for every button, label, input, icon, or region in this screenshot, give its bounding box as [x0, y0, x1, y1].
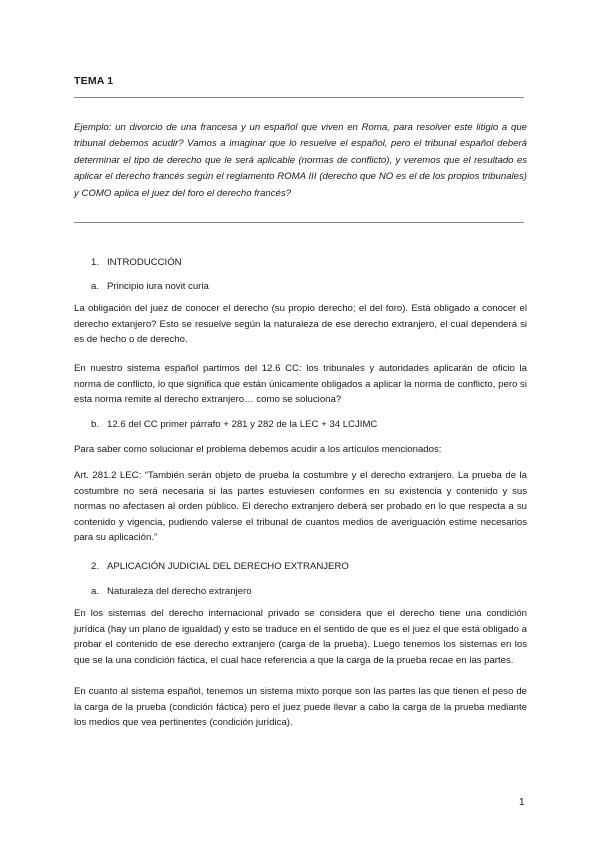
paragraph: En nuestro sistema español partimos del 12.6 CC: los tribunales y autoridades aplicarán de oficio la norma de conflicto, lo que significa que están únicamente obligados a aplicar la norma de conflicto, pero si esta norma remite al derecho extranjero… como se soluciona? — [74, 363, 527, 406]
subsection-title: 12.6 del CC primer párrafo + 281 y 282 de la LEC + 34 LCJIMC — [107, 419, 378, 430]
section-heading-aplicacion-judicial — [91, 560, 349, 573]
example-divider — [74, 222, 524, 223]
paragraph: En los sistemas del derecho internacional privado se considera que el derecho tiene una condición jurídica (hay un plano de igualdad) y esto se traduce en el sentido de que es el juez el que está obligado a probar el contenido de ese derecho extranjero (carga de la prueba). Luego tenemos los sistemas en los que se la una condición fáctica, el cual hace referencia a que la carga de la prueba recae en las partes. — [74, 608, 527, 666]
quote-paragraph: Art. 281.2 LEC: “También serán objeto de prueba la costumbre y el derecho extranjero. La prueba de la costumbre no será necesaria si las partes estuviesen conformes en su existencia y contenido y sus normas no afectasen al orden público. El derecho extranjero deberá ser probado en lo que respecta a su contenido y vigencia, pudiendo valerse el tribunal de cuantos medios de averiguación estime necesarios para su aplicación.” — [74, 470, 527, 544]
subsection-heading-articulos — [91, 418, 377, 431]
example-paragraph: Ejemplo: un divorcio de una francesa y un español que viven en Roma, para resolver este litigio a que tribunal debemos acudir? Vamos a imaginar que lo resuelve el español, pero el tribunal español deberá determinar el tipo de derecho que le será aplicable (normas de conflicto), y veremos que el resultado es aplicar el derecho francés según el reglamento ROMA III (derecho que NO es el de los propios tribunales) y COMO aplica el juez del foro el derecho francés? — [74, 122, 527, 199]
subsection-heading-naturaleza — [91, 585, 252, 598]
subsection-title: Principio iura novit curia — [107, 281, 209, 292]
subsection-letter: a. — [91, 281, 100, 292]
document-title: TEMA 1 — [74, 75, 114, 87]
section-number: 2. — [91, 561, 100, 572]
paragraph: En cuanto al sistema español, tenemos un sistema mixto porque son las partes las que tienen el peso de la carga de la prueba (condición fáctica) pero el juez puede llevar a cabo la carga de la prueba mediante los medios que vea pertinentes (condición jurídica). — [74, 686, 527, 729]
paragraph: La obligación del juez de conocer el derecho (su propio derecho; el del foro). Está obligado a conocer el derecho extanjero? Esto se resuelve según la naturaleza de ese derecho extranjero, el cual dependerá si es de hecho o de derecho. — [74, 303, 527, 346]
subsection-letter: b. — [91, 419, 100, 430]
subsection-letter: a. — [91, 586, 100, 597]
subsection-heading-iura-novit-curia — [91, 280, 209, 293]
section-number: 1. — [91, 257, 100, 268]
paragraph: Para saber como solucionar el problema debemos acudir a los artículos mencionados: — [74, 444, 442, 455]
section-title: APLICACIÓN JUDICIAL DEL DERECHO EXTRANJERO — [107, 561, 349, 572]
section-title: INTRODUCCIÓN — [107, 257, 182, 268]
subsection-title: Naturaleza del derecho extranjero — [107, 586, 252, 597]
page-number: 1 — [519, 797, 525, 808]
section-heading-introduccion — [91, 256, 182, 269]
top-divider — [74, 97, 524, 98]
